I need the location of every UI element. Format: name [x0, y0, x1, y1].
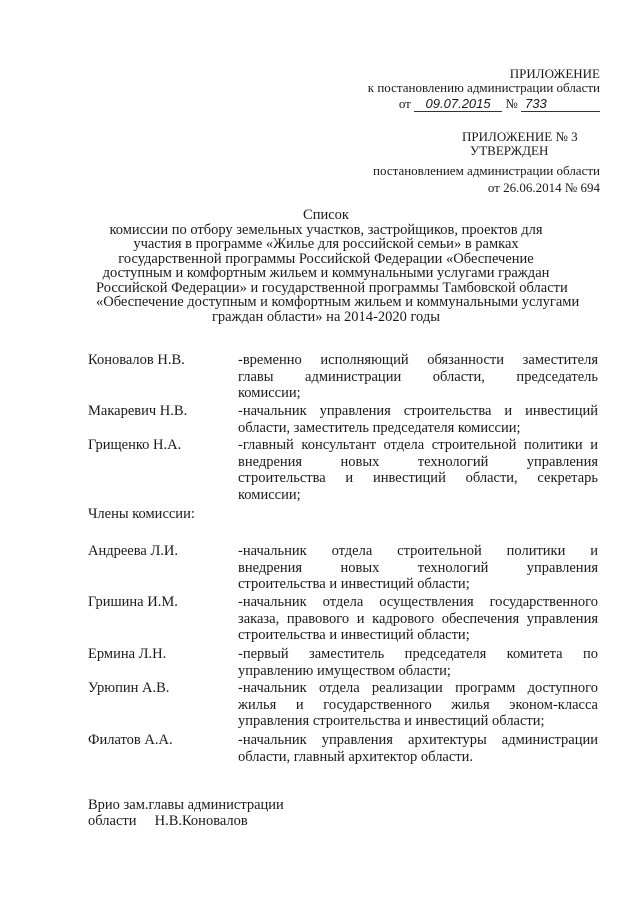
signature-title: Врио зам.главы администрации: [88, 797, 284, 813]
appendix3-title: ПРИЛОЖЕНИЕ № 3: [462, 129, 578, 144]
member-name: Ермина Л.Н.: [88, 646, 167, 662]
role-line: строительства и инвестиций области;: [238, 627, 470, 643]
role-line: -начальник отдела строительной политики и: [238, 543, 598, 559]
heading-line: комиссии по отбору земельных участков, застройщиков, проектов для: [109, 221, 543, 238]
from-label: от: [398, 96, 411, 111]
number-label: №: [505, 96, 518, 111]
role-line: строительства и инвестиций области;: [238, 576, 470, 592]
members-label: Члены комиссии:: [88, 506, 195, 522]
appendix-date-line: [300, 97, 600, 112]
signature-block: [88, 797, 284, 829]
role-line: заказа, правового и кадрового обеспечения управления: [238, 610, 598, 627]
approved-date: от 26.06.2014 № 694: [487, 180, 600, 195]
appendix-header: [300, 67, 600, 112]
approved-label: УТВЕРЖДЕН: [470, 143, 549, 158]
role-line: жилья и государственного жилья эконом-класса: [238, 696, 598, 713]
member-name: Урюпин А.В.: [88, 680, 170, 696]
role-line: -начальник управления строительства и инвестиций: [238, 403, 598, 419]
role-line: -временно исполняющий обязанности заместителя: [238, 352, 598, 368]
role-line: -начальник отдела реализации программ доступного: [238, 680, 598, 696]
heading-line: Российской Федерации» и государственной программы Тамбовской области: [96, 279, 568, 296]
role-line: комиссии;: [238, 385, 301, 401]
handwritten-number: 733: [521, 97, 600, 112]
member-role: [238, 680, 598, 730]
role-line: внедрения новых технологий управления: [238, 453, 598, 470]
heading-line: «Обеспечение доступным и комфортным жильем и коммунальными услугами: [96, 294, 580, 310]
member-name: Гришина И.М.: [88, 594, 178, 610]
member-name: Макаревич Н.В.: [88, 403, 188, 419]
appendix-title: ПРИЛОЖЕНИЕ: [509, 66, 600, 81]
role-line: управления строительства и инвестиций области;: [238, 713, 545, 729]
heading-line: участия в программе «Жилье для российской семьи» в рамках: [133, 236, 519, 252]
role-line: области, заместитель председателя комиссии;: [238, 419, 521, 436]
heading-line: граждан области» на 2014-2020 годы: [211, 308, 440, 325]
member-role: [238, 437, 598, 503]
role-line: управлению имуществом области;: [238, 662, 451, 679]
member-name: Грищенко Н.А.: [88, 437, 182, 453]
member-name: Андреева Л.И.: [88, 543, 179, 559]
role-line: строительства и инвестиций области, секретарь: [238, 470, 598, 486]
signature-name: области Н.В.Коновалов: [88, 813, 248, 829]
role-line: -главный консультант отдела строительной политики и: [238, 437, 598, 453]
handwritten-date: 09.07.2015: [414, 97, 502, 112]
role-line: -начальник управления архитектуры администрации: [238, 732, 598, 748]
member-role: [238, 543, 598, 593]
document-heading: [96, 207, 580, 325]
role-line: -первый заместитель председателя комитета по: [238, 646, 598, 662]
member-role: [238, 732, 598, 765]
heading-line: государственной программы Российской Федерации «Обеспечение: [118, 250, 534, 267]
member-role: [238, 352, 598, 402]
role-line: области, главный архитектор области.: [238, 748, 474, 765]
role-line: комиссии;: [238, 486, 301, 503]
document-title: Список: [303, 207, 349, 223]
appendix3-header: [360, 130, 600, 195]
heading-line: доступным и комфортным жильем и коммунальными услугами граждан: [102, 265, 550, 281]
member-name: Филатов А.А.: [88, 732, 173, 748]
role-line: главы администрации области, председатель: [238, 368, 598, 385]
member-role: [238, 594, 598, 644]
member-role: [238, 646, 598, 679]
role-line: внедрения новых технологий управления: [238, 559, 598, 576]
member-name: Коновалов Н.В.: [88, 352, 185, 368]
role-line: -начальник отдела осуществления государственного: [238, 594, 598, 610]
member-role: [238, 403, 598, 436]
appendix-reference: к постановлению администрации области: [367, 80, 600, 95]
approved-by: постановлением администрации области: [373, 163, 600, 178]
